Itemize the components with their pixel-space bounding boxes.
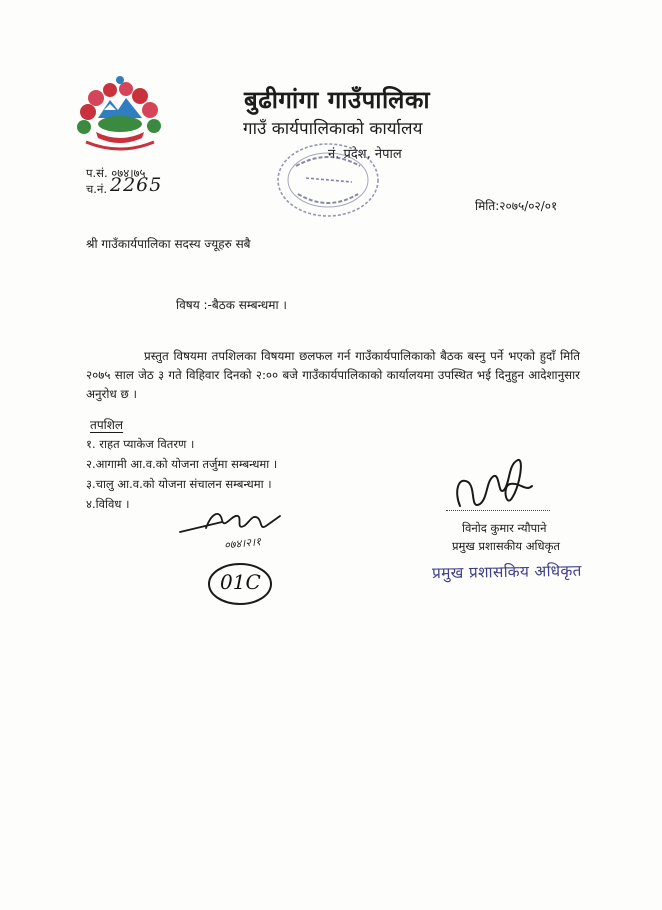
chalani-number: 2265 xyxy=(110,174,163,196)
office-address: नं. प्रदेश, नेपाल xyxy=(328,147,402,162)
emblem-ribbon xyxy=(96,132,144,143)
agenda-item: १. राहत प्याकेज वितरण । xyxy=(86,437,195,451)
letter-date xyxy=(475,197,557,214)
agenda-list xyxy=(86,434,277,514)
emblem-flag-top xyxy=(116,76,124,84)
agenda-heading: तपशिल xyxy=(90,418,124,432)
signer-name: विनोद कुमार न्यौपाने xyxy=(462,521,547,535)
organization-title: बुढीगांगा गाउँपालिका xyxy=(244,86,431,114)
emblem-hills xyxy=(98,116,142,132)
subject-line: विषय :-बैठक सम्बन्धमा । xyxy=(176,298,287,312)
patra-sankhya: प.सं. ०७४।७५ xyxy=(86,166,146,180)
recipient-line: श्री गाउँकार्यपालिका सदस्य ज्यूहरु सबै xyxy=(86,237,251,251)
letter-body: प्रस्तुत विषयमा तपशिलका विषयमा छलफल गर्न गाउँकार्यपालिकाको बैठक बस्नु पर्ने भएको हुदाँ मिति २०७५ साल जेठ ३ गते विहिवार दिनको २:०० बजे गाउँकार्यपालिकाको कार्यालयमा उपस्थित भई दिनुहुन आदेशानुसार अनुरोध छ । xyxy=(86,349,580,401)
receipt-date: ०७४।२।१ xyxy=(223,535,262,552)
date-label: मिति: xyxy=(475,199,500,213)
nepal-emblem-icon xyxy=(66,72,174,158)
signature-scribble xyxy=(440,446,540,526)
receipt-number: 01C xyxy=(220,570,261,594)
agenda-item: ४.विविध । xyxy=(86,497,130,511)
office-round-stamp xyxy=(272,138,384,222)
agenda-item: २.आगामी आ.व.को योजना तर्जुमा सम्बन्धमा । xyxy=(86,457,278,471)
designation-stamp: प्रमुख प्रशासकिय अधिकृत xyxy=(431,561,582,583)
agenda-item: ३.चालु आ.व.को योजना संचालन सम्बन्धमा । xyxy=(86,477,272,491)
signature-line xyxy=(446,510,550,513)
date-value: २०७५/०२/०१ xyxy=(499,199,558,213)
chalani-label: च.नं. xyxy=(86,182,107,196)
office-title: गाउँ कार्यपालिकाको कार्यालय xyxy=(243,119,423,139)
signer-title: प्रमुख प्रशासकीय अधिकृत xyxy=(452,539,560,553)
